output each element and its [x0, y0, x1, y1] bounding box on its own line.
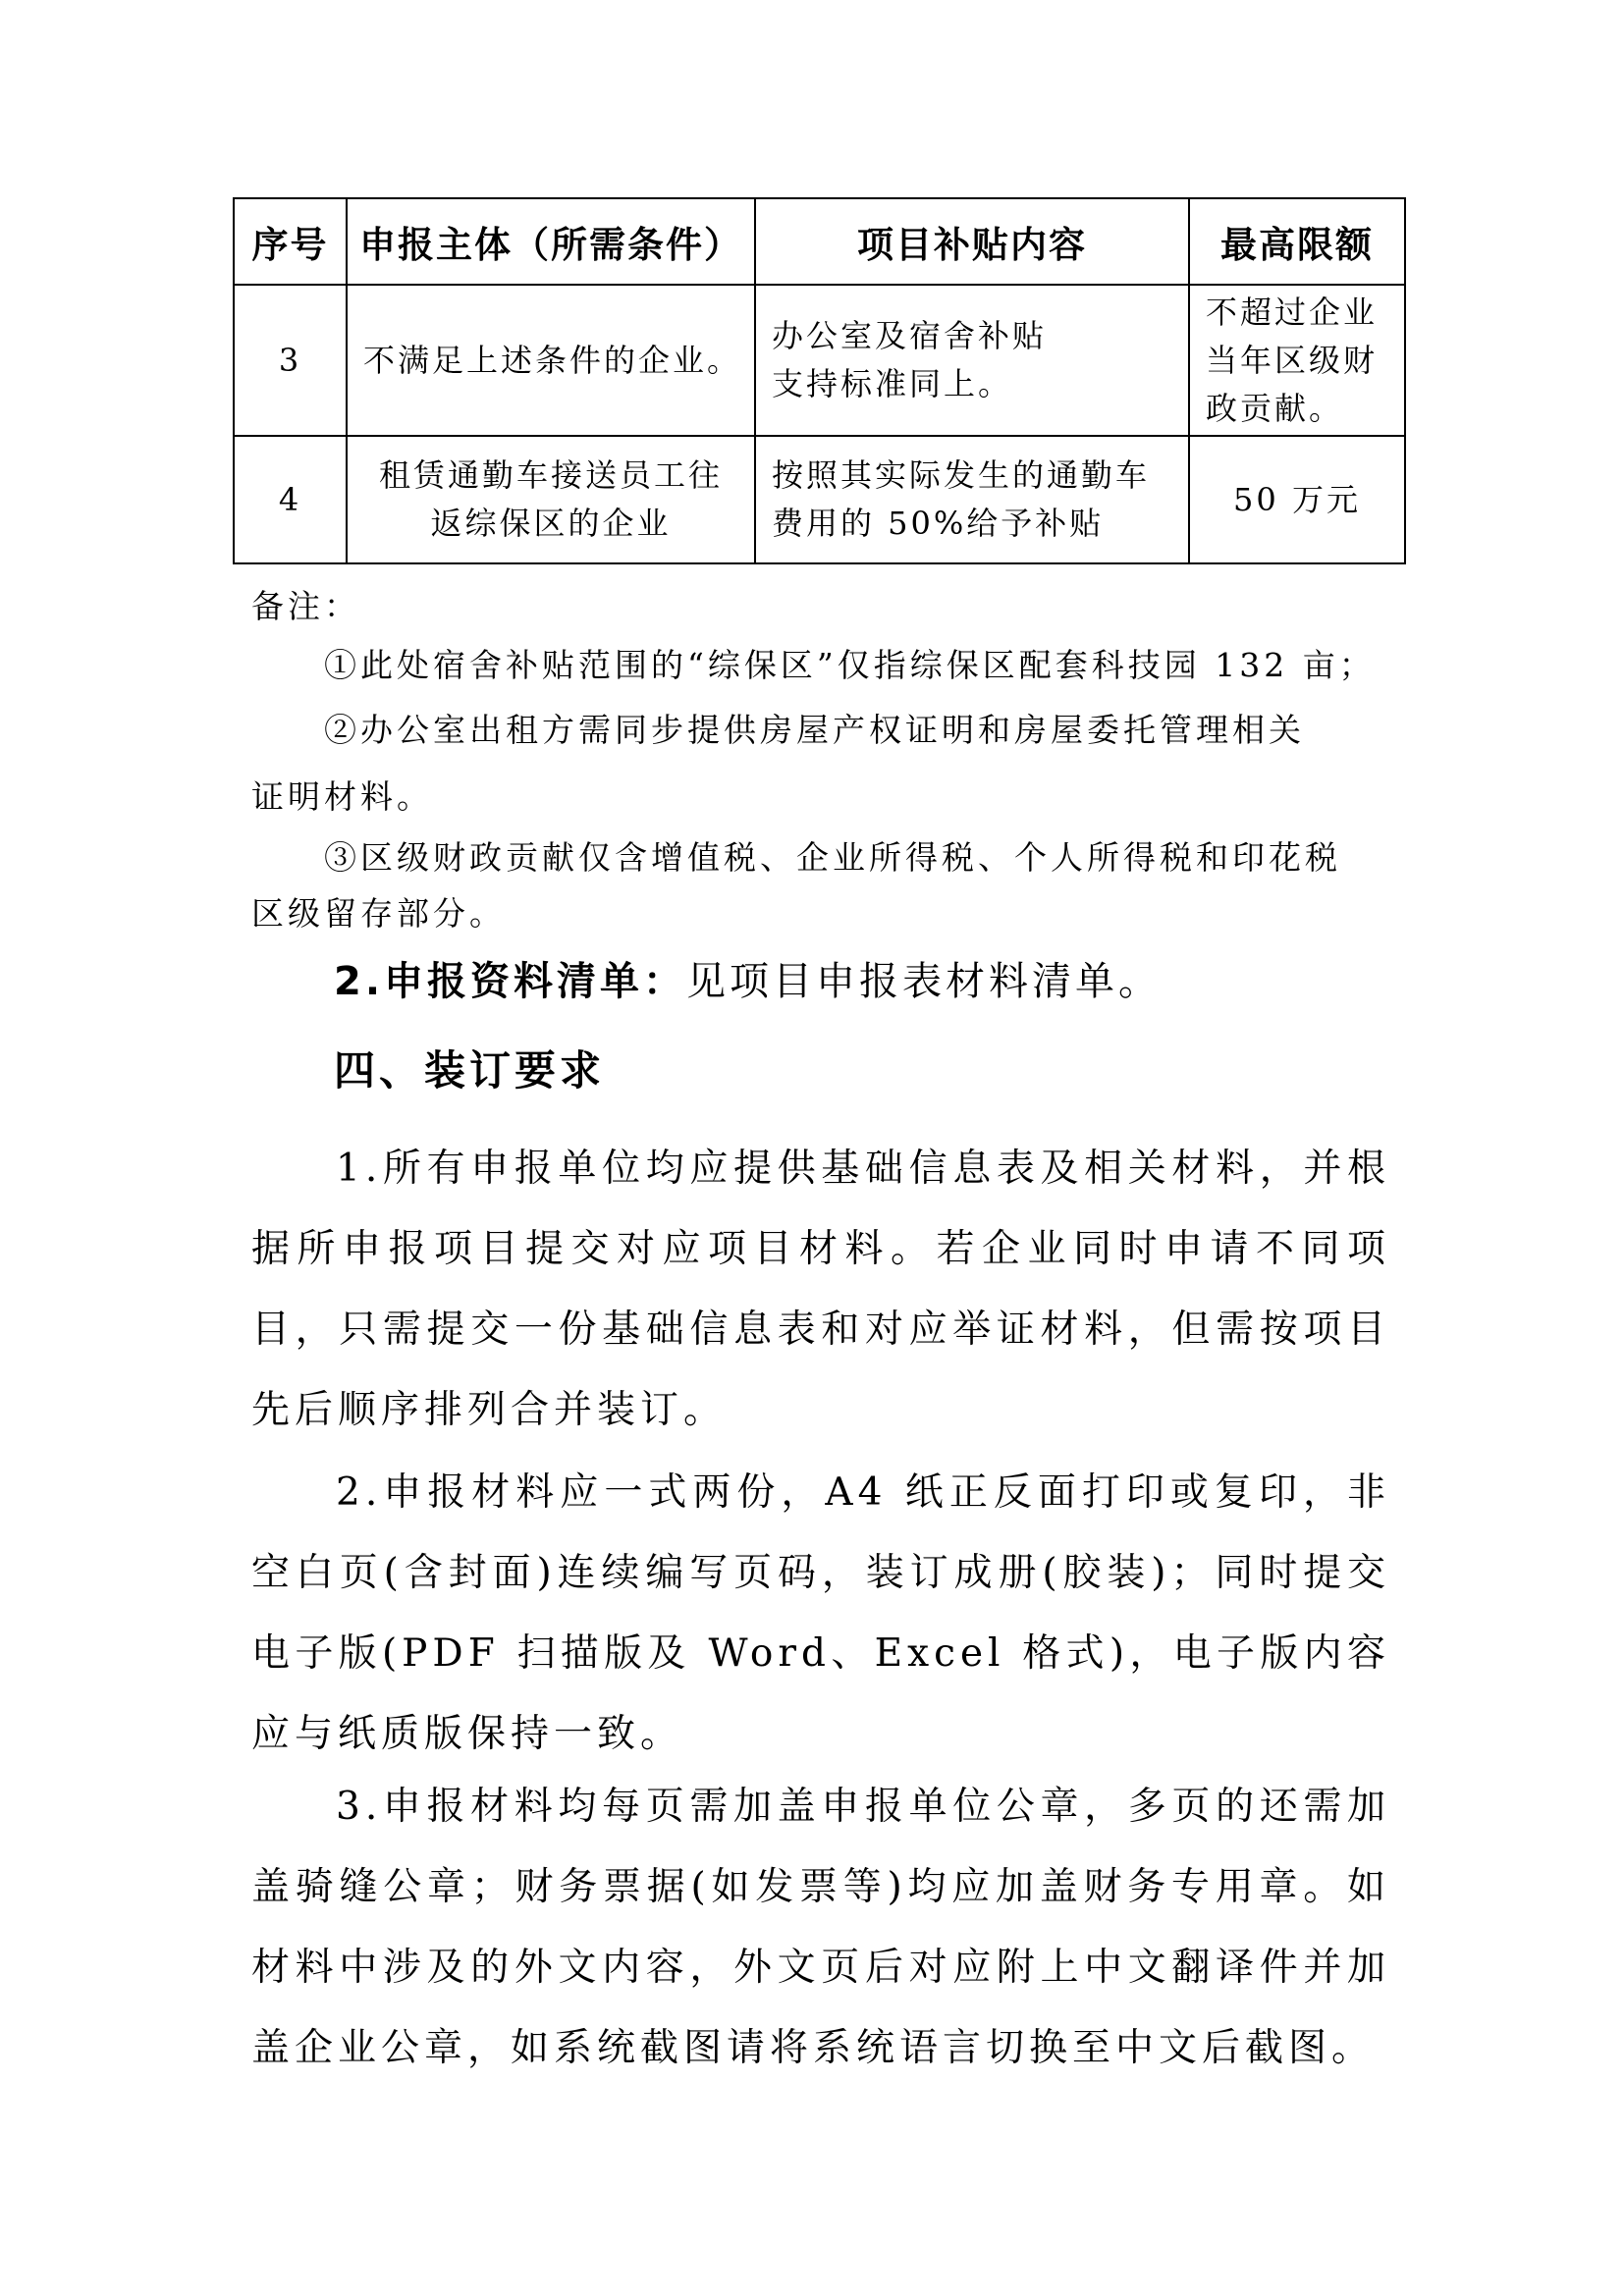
paragraph: 1.所有申报单位均应提供基础信息表及相关材料，并根据所申报项目提交对应项目材料。若企业同时申请不同项目，只需提交一份基础信息表和对应举证材料，但需按项目先后顺序排列合并装订。	[251, 1147, 1390, 1432]
row-content	[755, 285, 1189, 436]
row-content-line: 支持标准同上。	[772, 365, 1013, 402]
note-item: ①此处宿舍补贴范围的“综保区”仅指综保区配套科技园 132 亩；	[324, 646, 1376, 684]
notes-heading: 备注：	[251, 587, 360, 625]
row-limit-line: 当年区级财	[1206, 341, 1379, 379]
note-item-continuation: 区级留存部分。	[251, 894, 506, 933]
row-content-line: 费用的 50%给予补贴	[772, 505, 1105, 542]
header-limit: 最高限额	[1189, 198, 1405, 285]
row-index: 4	[234, 436, 347, 563]
row-subject	[347, 436, 755, 563]
row-limit	[1189, 285, 1405, 436]
row-limit-line: 50 万元	[1233, 480, 1361, 518]
materials-list-line	[334, 950, 1162, 1006]
table-row	[234, 285, 1405, 436]
row-subject-line: 租赁通勤车接送员工往	[378, 456, 723, 494]
materials-text: 见项目申报表材料清单。	[686, 959, 1163, 1004]
row-content-line: 按照其实际发生的通勤车	[772, 456, 1151, 494]
row-index: 3	[234, 285, 347, 436]
table-row	[234, 436, 1405, 563]
section-heading: 四、装订要求	[334, 1046, 606, 1095]
header-content: 项目补贴内容	[755, 198, 1189, 285]
note-item: ②办公室出租方需同步提供房屋产权证明和房屋委托管理相关	[324, 711, 1305, 749]
header-index: 序号	[234, 198, 347, 285]
row-subject	[347, 285, 755, 436]
header-subject: 申报主体（所需条件）	[347, 198, 755, 285]
row-subject-line: 不满足上述条件的企业。	[363, 341, 742, 379]
paragraph: 2.申报材料应一式两份，A4 纸正反面打印或复印，非空白页(含封面)连续编写页码，装订成册(胶装)；同时提交电子版(PDF 扫描版及 Word、Excel 格式)，电子版内容应与纸质版保持一致。	[251, 1470, 1390, 1756]
materials-label: 2.申报资料清单：	[334, 959, 687, 1004]
note-item: ③区级财政贡献仅含增值税、企业所得税、个人所得税和印花税	[324, 838, 1341, 877]
row-content-line: 办公室及宿舍补贴	[772, 317, 1048, 354]
row-content	[755, 436, 1189, 563]
row-limit	[1189, 436, 1405, 563]
table-header-row	[234, 198, 1405, 285]
row-subject-line: 返综保区的企业	[430, 505, 672, 542]
note-item-continuation: 证明材料。	[251, 777, 433, 816]
subsidy-table	[233, 197, 1406, 564]
paragraph: 3.申报材料均每页需加盖申报单位公章，多页的还需加盖骑缝公章；财务票据(如发票等)均应加盖财务专用章。如材料中涉及的外文内容，外文页后对应附上中文翻译件并加盖企业公章，如系统截图请将系统语言切换至中文后截图。	[251, 1785, 1390, 2070]
row-limit-line: 不超过企业	[1206, 293, 1379, 331]
row-limit-line: 政贡献。	[1206, 389, 1344, 427]
